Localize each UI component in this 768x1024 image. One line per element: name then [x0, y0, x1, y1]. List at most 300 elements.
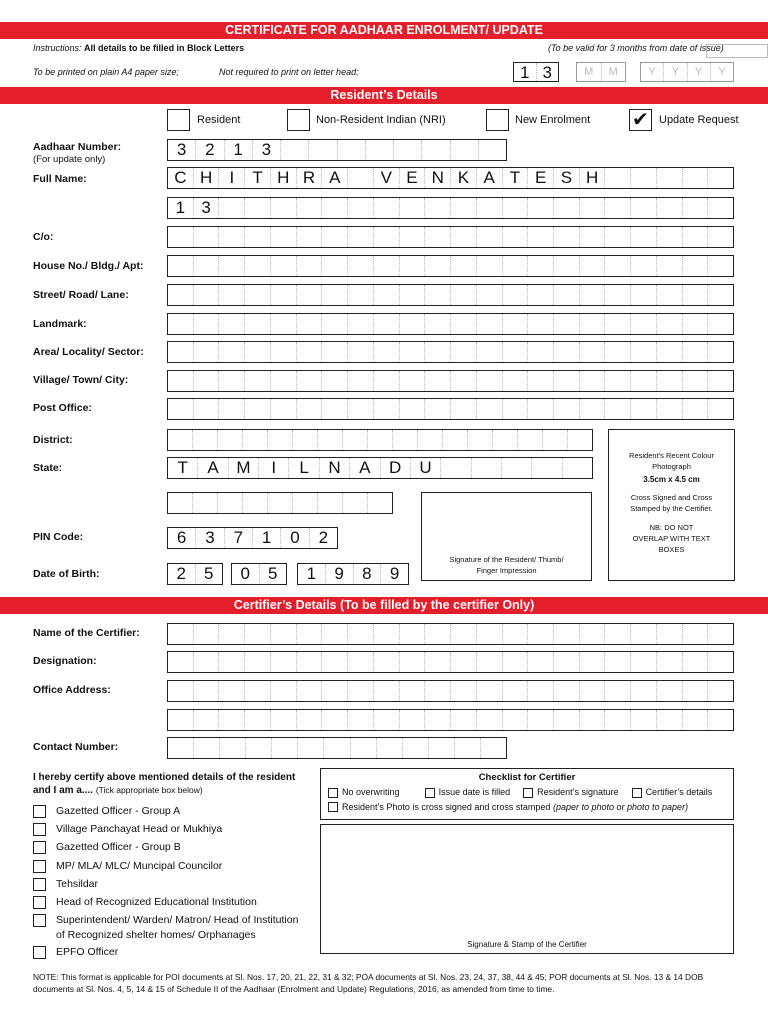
empty-cell — [455, 738, 481, 758]
empty-cell — [271, 342, 297, 362]
empty-cell — [348, 314, 374, 334]
role-checkbox-superintendent[interactable] — [33, 914, 46, 927]
role-checkbox-mp-mla[interactable] — [33, 860, 46, 873]
empty-cell — [580, 710, 606, 730]
empty-cell — [348, 710, 374, 730]
empty-cell — [271, 227, 297, 247]
role-label: MP/ MLA/ MLC/ Muncipal Councilor — [56, 860, 223, 872]
photo-caption: Resident’s Recent Colour Photograph — [629, 451, 714, 471]
empty-cell — [374, 227, 400, 247]
dob-year-input[interactable] — [297, 563, 409, 585]
empty-cell — [657, 624, 683, 644]
issue-day-field[interactable]: 1 3 — [513, 62, 559, 82]
char-cell: L — [289, 458, 319, 478]
empty-cell — [477, 624, 503, 644]
empty-cell — [605, 624, 631, 644]
empty-cell — [503, 681, 529, 701]
empty-cell — [194, 738, 220, 758]
empty-cell — [708, 371, 733, 391]
empty-cell — [503, 399, 529, 419]
empty-cell — [605, 227, 631, 247]
state-input[interactable] — [167, 457, 593, 479]
empty-cell — [528, 681, 554, 701]
char-cell: E — [400, 168, 426, 188]
empty-cell — [425, 256, 451, 276]
char-cell — [322, 198, 348, 218]
nri-option-label: Non-Resident Indian (NRI) — [316, 114, 446, 126]
empty-cell — [271, 285, 297, 305]
update-request-checkbox[interactable] — [629, 109, 652, 131]
char-cell: A — [198, 458, 228, 478]
state-extra-input[interactable] — [167, 492, 393, 514]
empty-cell — [425, 314, 451, 334]
state-label: State: — [33, 462, 63, 474]
empty-cell — [168, 430, 193, 450]
empty-cell — [605, 285, 631, 305]
empty-cell — [271, 624, 297, 644]
char-cell: 2 — [196, 140, 224, 160]
role-checkbox-tehsildar[interactable] — [33, 878, 46, 891]
char-cell — [657, 168, 683, 188]
char-cell: R — [297, 168, 323, 188]
char-cell: D — [381, 458, 411, 478]
char-cell — [451, 140, 479, 160]
empty-cell — [168, 710, 194, 730]
photo-box — [608, 429, 735, 581]
empty-cell — [708, 624, 733, 644]
char-cell: 3 — [194, 198, 220, 218]
role-checkbox-education[interactable] — [33, 896, 46, 909]
empty-cell — [194, 342, 220, 362]
dob-month-input[interactable] — [231, 563, 287, 585]
empty-cell — [218, 493, 243, 513]
empty-cell — [297, 285, 323, 305]
empty-cell — [451, 342, 477, 362]
empty-cell — [518, 430, 543, 450]
empty-cell — [503, 227, 529, 247]
empty-cell — [683, 710, 709, 730]
update-request-option-label: Update Request — [659, 114, 739, 126]
empty-cell — [168, 399, 194, 419]
empty-cell — [194, 681, 220, 701]
empty-cell — [503, 256, 529, 276]
district-input[interactable] — [167, 429, 593, 451]
checklist-item-label: No overwriting — [342, 787, 400, 797]
role-checkbox-group-b[interactable] — [33, 841, 46, 854]
village-input[interactable] — [167, 370, 734, 392]
fullname-input[interactable] — [167, 167, 734, 189]
designation-label: Designation: — [33, 655, 97, 667]
empty-cell — [219, 652, 245, 672]
new-enrolment-checkbox[interactable] — [486, 109, 509, 131]
char-cell: S — [554, 168, 580, 188]
empty-cell — [374, 624, 400, 644]
empty-cell — [168, 371, 194, 391]
empty-cell — [348, 227, 374, 247]
empty-cell — [657, 399, 683, 419]
empty-cell — [168, 738, 194, 758]
char-cell — [683, 198, 709, 218]
empty-cell — [400, 399, 426, 419]
char-cell — [245, 198, 271, 218]
empty-cell — [194, 314, 220, 334]
declaration-note: (Tick appropriate box below) — [95, 785, 203, 795]
designation-input[interactable] — [167, 651, 734, 673]
empty-cell — [631, 227, 657, 247]
empty-cell — [708, 342, 733, 362]
empty-cell — [477, 681, 503, 701]
empty-cell — [657, 710, 683, 730]
empty-cell — [348, 624, 374, 644]
char-cell: 5 — [268, 564, 278, 583]
empty-cell — [528, 710, 554, 730]
empty-cell — [271, 314, 297, 334]
empty-cell — [477, 371, 503, 391]
empty-cell — [657, 342, 683, 362]
char-cell — [271, 198, 297, 218]
char-cell: 6 — [168, 528, 196, 548]
empty-cell — [425, 227, 451, 247]
empty-cell — [374, 399, 400, 419]
empty-cell — [400, 256, 426, 276]
empty-cell — [683, 652, 709, 672]
char-cell: 1 — [298, 564, 326, 584]
office-address-input[interactable] — [167, 680, 734, 702]
empty-cell — [220, 738, 246, 758]
empty-cell — [554, 652, 580, 672]
landmark-input[interactable] — [167, 313, 734, 335]
char-cell: E — [528, 168, 554, 188]
empty-cell — [374, 652, 400, 672]
empty-cell — [631, 256, 657, 276]
empty-cell — [425, 399, 451, 419]
empty-cell — [168, 256, 194, 276]
empty-cell — [631, 710, 657, 730]
empty-cell — [683, 256, 709, 276]
empty-cell — [272, 738, 298, 758]
empty-cell — [708, 710, 733, 730]
empty-cell — [322, 710, 348, 730]
empty-cell — [351, 738, 377, 758]
empty-cell — [580, 624, 606, 644]
empty-cell — [219, 227, 245, 247]
char-cell — [400, 198, 426, 218]
empty-cell — [605, 371, 631, 391]
char-cell: A — [350, 458, 380, 478]
char-cell — [580, 198, 606, 218]
char-cell: T — [245, 168, 271, 188]
footer-note: NOTE: This format is applicable for POI documents at Sl. Nos. 17, 20, 21, 22, 31 & 32; POA documents at Sl. Nos. 23, 24, 37, 38, 44 & 45; POR documents at Sl. Nos. 13 & 14 DOB documents at Sl. Nos. 4, 5, 14 & 15 of Schedule II of the Aadhaar (Enrolment and Update) Regulations, 2016, as amended from time to time. — [33, 972, 704, 994]
char-cell: 1 — [225, 140, 253, 160]
empty-cell — [683, 314, 709, 334]
char-cell — [683, 168, 709, 188]
empty-cell — [268, 430, 293, 450]
empty-cell — [348, 681, 374, 701]
char-cell — [631, 198, 657, 218]
area-input[interactable] — [167, 341, 734, 363]
post-office-label: Post Office: — [33, 402, 92, 414]
resident-checkbox[interactable] — [167, 109, 190, 131]
empty-cell — [631, 285, 657, 305]
district-label: District: — [33, 434, 73, 446]
empty-cell — [605, 652, 631, 672]
check-mark-icon: ✔ — [632, 109, 649, 131]
co-input[interactable] — [167, 226, 734, 248]
empty-cell — [318, 493, 343, 513]
empty-cell — [468, 430, 493, 450]
checklist-checkbox[interactable] — [425, 788, 435, 798]
empty-cell — [374, 256, 400, 276]
empty-cell — [194, 624, 220, 644]
certifier-stamp-box[interactable] — [320, 824, 734, 954]
empty-cell — [657, 681, 683, 701]
empty-cell — [528, 624, 554, 644]
empty-cell — [503, 371, 529, 391]
empty-cell — [580, 314, 606, 334]
empty-cell — [322, 314, 348, 334]
empty-cell — [580, 681, 606, 701]
empty-cell — [477, 399, 503, 419]
char-cell: N — [320, 458, 350, 478]
checklist-checkbox[interactable] — [632, 788, 642, 798]
char-cell — [394, 140, 422, 160]
empty-cell — [554, 710, 580, 730]
issue-month-field[interactable]: M M — [576, 62, 626, 82]
checklist-checkbox[interactable] — [328, 788, 338, 798]
empty-cell — [683, 342, 709, 362]
checklist-item-label: Certifier’s details — [645, 787, 713, 797]
empty-cell — [343, 493, 368, 513]
empty-cell — [374, 285, 400, 305]
post-office-input[interactable] — [167, 398, 734, 420]
empty-cell — [503, 624, 529, 644]
char-cell: A — [477, 168, 503, 188]
empty-cell — [580, 371, 606, 391]
char-cell — [338, 140, 366, 160]
char-cell: 9 — [326, 564, 354, 584]
empty-cell — [493, 430, 518, 450]
empty-cell — [245, 342, 271, 362]
checklist-items — [328, 787, 733, 798]
empty-cell — [368, 430, 393, 450]
pin-label: PIN Code: — [33, 531, 84, 543]
empty-cell — [425, 624, 451, 644]
char-cell — [472, 458, 502, 478]
village-label: Village/ Town/ City: — [33, 374, 129, 386]
empty-cell — [194, 652, 220, 672]
issue-year-field[interactable]: Y Y Y Y — [640, 62, 734, 82]
empty-cell — [631, 681, 657, 701]
empty-cell — [477, 285, 503, 305]
char-cell: 3 — [253, 140, 281, 160]
empty-cell — [322, 285, 348, 305]
empty-cell — [568, 430, 592, 450]
validity-note: (To be valid for 3 months from date of issue) — [548, 43, 724, 53]
certifier-stamp-caption: Signature & Stamp of the Certifier — [467, 940, 587, 949]
empty-cell — [219, 371, 245, 391]
empty-cell — [528, 371, 554, 391]
role-label: EPFO Officer — [56, 946, 119, 958]
checklist-checkbox[interactable] — [523, 788, 533, 798]
role-label: Village Panchayat Head or Mukhiya — [56, 823, 223, 835]
checklist-item-note: (paper to photo or photo to paper) — [552, 801, 689, 812]
empty-cell — [298, 738, 324, 758]
char-cell: 3 — [196, 528, 224, 548]
empty-cell — [580, 652, 606, 672]
empty-cell — [400, 285, 426, 305]
char-cell: N — [425, 168, 451, 188]
char-cell — [348, 198, 374, 218]
empty-cell — [554, 342, 580, 362]
char-cell: I — [259, 458, 289, 478]
empty-cell — [580, 227, 606, 247]
empty-cell — [580, 342, 606, 362]
empty-cell — [322, 371, 348, 391]
empty-cell — [554, 227, 580, 247]
empty-cell — [554, 285, 580, 305]
empty-cell — [580, 285, 606, 305]
char-cell — [605, 198, 631, 218]
empty-cell — [451, 681, 477, 701]
empty-cell — [245, 371, 271, 391]
empty-cell — [418, 430, 443, 450]
char-cell — [532, 458, 562, 478]
empty-cell — [657, 256, 683, 276]
co-label: C/o: — [33, 231, 54, 243]
empty-cell — [246, 738, 272, 758]
empty-cell — [400, 624, 426, 644]
char-cell: K — [451, 168, 477, 188]
empty-cell — [425, 710, 451, 730]
role-checkbox-epfo[interactable] — [33, 946, 46, 959]
empty-cell — [193, 430, 218, 450]
empty-cell — [477, 652, 503, 672]
empty-cell — [324, 738, 350, 758]
empty-cell — [219, 710, 245, 730]
empty-cell — [657, 314, 683, 334]
certifier-name-input[interactable] — [167, 623, 734, 645]
empty-cell — [503, 314, 529, 334]
checklist-item-label: Resident’s signature — [537, 787, 619, 797]
empty-cell — [477, 227, 503, 247]
empty-cell — [683, 227, 709, 247]
aadhaar-input[interactable] — [167, 139, 507, 161]
empty-cell — [297, 652, 323, 672]
char-cell — [451, 198, 477, 218]
char-cell: 2 — [318, 528, 329, 547]
declaration-text: I hereby certify above mentioned details of the resident and I am a.... — [33, 772, 296, 796]
empty-cell — [631, 652, 657, 672]
empty-cell — [400, 710, 426, 730]
form-title: CERTIFICATE FOR AADHAAR ENROLMENT/ UPDATE — [0, 22, 768, 39]
new-enrolment-option-label: New Enrolment — [515, 114, 591, 126]
char-cell — [366, 140, 394, 160]
contact-number-input[interactable] — [167, 737, 507, 759]
contact-number-label: Contact Number: — [33, 741, 119, 753]
empty-cell — [528, 285, 554, 305]
empty-cell — [368, 493, 392, 513]
empty-cell — [243, 430, 268, 450]
empty-cell — [631, 624, 657, 644]
empty-cell — [194, 399, 220, 419]
resident-option-label: Resident — [197, 114, 241, 126]
empty-cell — [481, 738, 506, 758]
char-cell — [297, 198, 323, 218]
empty-cell — [580, 256, 606, 276]
char-cell: 3 — [168, 140, 196, 160]
role-checkbox-panchayat[interactable] — [33, 823, 46, 836]
checklist-photo-item — [328, 802, 733, 813]
empty-cell — [219, 624, 245, 644]
paper-size-note: To be printed on plain A4 paper size; — [33, 67, 179, 77]
char-cell — [563, 458, 592, 478]
empty-cell — [168, 314, 194, 334]
char-cell: 5 — [204, 564, 214, 583]
empty-cell — [400, 227, 426, 247]
certifier-name-label: Name of the Certifier: — [33, 627, 140, 639]
nri-checkbox[interactable] — [287, 109, 310, 131]
empty-cell — [657, 285, 683, 305]
empty-cell — [631, 399, 657, 419]
empty-cell — [503, 710, 529, 730]
empty-cell — [194, 227, 220, 247]
char-cell: V — [374, 168, 400, 188]
empty-cell — [708, 285, 733, 305]
resident-signature-box[interactable] — [421, 492, 592, 581]
street-input[interactable] — [167, 284, 734, 306]
empty-cell — [528, 399, 554, 419]
empty-cell — [168, 681, 194, 701]
empty-cell — [194, 285, 220, 305]
empty-cell — [318, 430, 343, 450]
instructions — [33, 43, 244, 53]
char-cell: H — [580, 168, 606, 188]
empty-cell — [168, 652, 194, 672]
empty-cell — [657, 227, 683, 247]
empty-cell — [297, 256, 323, 276]
house-input[interactable] — [167, 255, 734, 277]
char-cell: H — [194, 168, 220, 188]
empty-cell — [322, 652, 348, 672]
empty-cell — [297, 342, 323, 362]
empty-cell — [348, 652, 374, 672]
empty-cell — [243, 493, 268, 513]
office-address-line2-input[interactable] — [167, 709, 734, 731]
empty-cell — [400, 314, 426, 334]
role-label: Head of Recognized Educational Institution — [56, 896, 257, 908]
empty-cell — [322, 227, 348, 247]
resident-signature-caption: Signature of the Resident/ Thumb/ Finger Impression — [449, 555, 564, 575]
char-cell — [374, 198, 400, 218]
dob-day-input[interactable] — [167, 563, 223, 585]
pin-input[interactable] — [167, 527, 338, 549]
char-cell: I — [219, 168, 245, 188]
empty-cell — [218, 430, 243, 450]
empty-cell — [400, 652, 426, 672]
empty-cell — [297, 399, 323, 419]
fullname-line2-input[interactable] — [167, 197, 734, 219]
checklist-checkbox[interactable] — [328, 802, 338, 812]
empty-cell — [503, 652, 529, 672]
empty-cell — [194, 256, 220, 276]
role-checkbox-group-a[interactable] — [33, 805, 46, 818]
char-cell: A — [322, 168, 348, 188]
char-cell — [657, 198, 683, 218]
empty-cell — [219, 399, 245, 419]
empty-cell — [683, 399, 709, 419]
empty-cell — [297, 227, 323, 247]
char-cell: 8 — [354, 564, 382, 584]
